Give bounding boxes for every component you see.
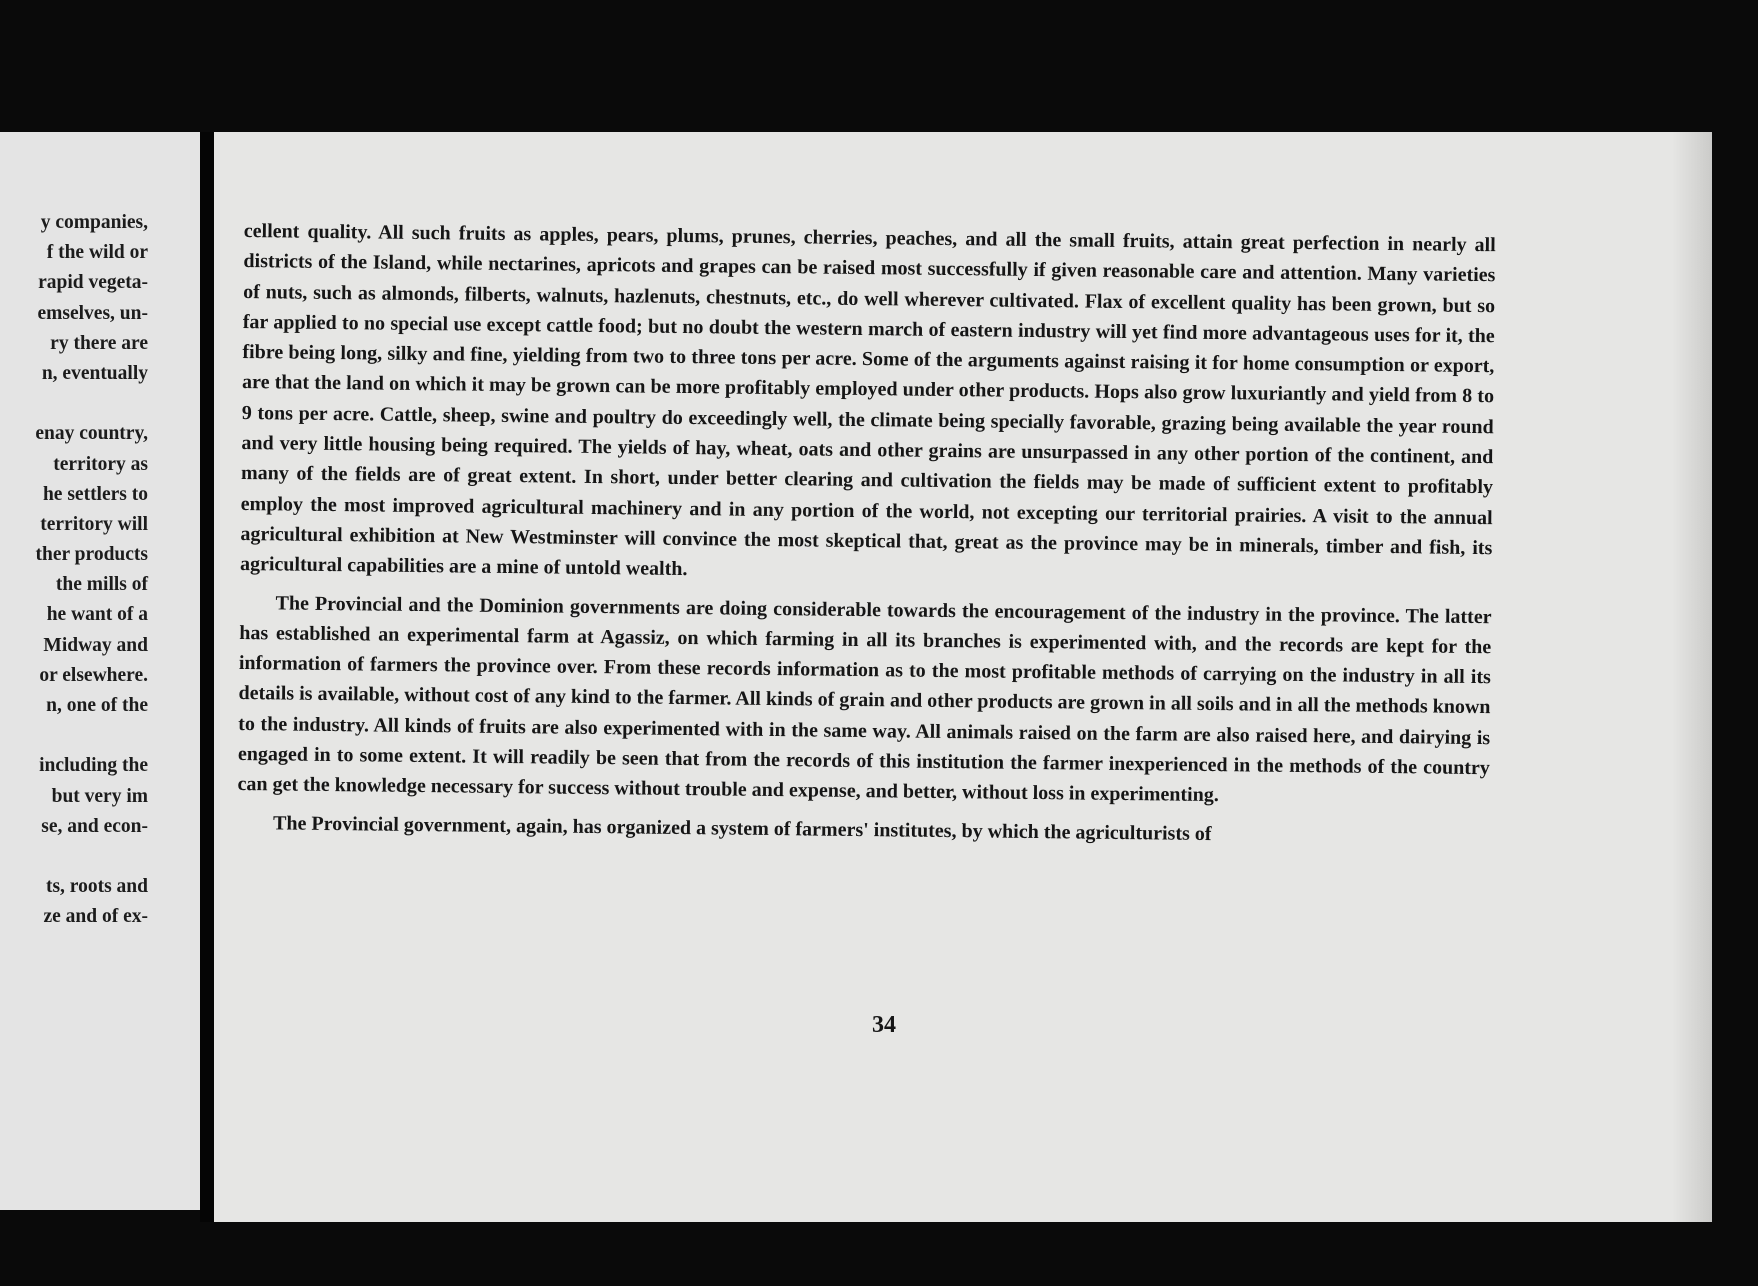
left-page-line: enay country, [35, 423, 148, 445]
left-page-line: ts, roots and [45, 876, 148, 898]
left-page-line: se, and econ- [41, 815, 148, 837]
left-page-text [0, 208, 148, 933]
paragraph-1: cellent quality. All such fruits as apples, pears, plums, prunes, cherries, peaches, and all the small fruits, attain great perfection in nearly all districts of the Island, while nectarines, apricots and grapes can be raised most successfully if given reasonable care and attention. Many varieties of nuts, such as almonds, filberts, walnuts, hazlenuts, chestnuts, etc., do well wherever cultivated. Flax of excellent quality has been grown, but so far applied to no special use except cattle food; but no doubt the western march of eastern industry will yet find more advantageous uses for it, the fibre being long, silky and fine, yielding from two to three tons per acre. Some of the arguments against raising it for home consumption or export, are that the land on which it may be grown can be more profitably employed under other products. Hops also grow luxuriantly and yield from 8 to 9 tons per acre. Cattle, sheep, swine and poultry do exceedingly well, the climate being specially favorable, grazing being available the year round and very little housing being required. The yields of hay, wheat, oats and other grains are unsurpassed in any other portion of the continent, and many of the fields are of great extent. In short, under better clearing and cultivation the fields may be made of sufficient extent to profitably employ the most improved agricultural machinery and in any portion of the world, not excepting our territorial prairies. A visit to the annual agricultural exhibition at New Westminster will convince the most skeptical that, great as the province may be in minerals, timber and fish, its agricultural capabilities are a mine of untold wealth. [239, 219, 1496, 581]
left-page-line: but very im [51, 785, 148, 807]
book-spine [200, 132, 214, 1222]
paragraph-2: The Provincial and the Dominion governments are doing considerable towards the encouragement of the industry in the province. The latter has established an experimental farm at Agassiz, on which farming in all its branches is experimented with, and the records are kept for the information of farmers the province over. From these records information as to the most profitable methods of carrying on the industry in all its details is available, without cost of any kind to the farmer. All kinds of grain and other products are grown in all soils and in all the methods known to the industry. All kinds of fruits are also experimented with in the same way. All animals raised on the farm are also raised here, and dairying is engaged in to some extent. It will readily be seen that from the records of this institution the farmer inexperienced in the methods of the country can get the knowledge necessary for success without trouble and expense, and better, without loss in experimenting. [237, 591, 1492, 807]
left-page-line: or elsewhere. [39, 664, 148, 686]
left-page-line: n, one of the [46, 695, 148, 716]
left-page-line: f the wild or [46, 242, 148, 264]
left-page-line: including the [39, 755, 148, 777]
left-page-line: ther products [35, 544, 148, 566]
page-edge-shadow [1672, 132, 1712, 1222]
left-page-line [0, 389, 148, 419]
page-number: 34 [872, 1012, 896, 1038]
left-page-line: he want of a [46, 604, 148, 626]
left-page-line: y companies, [40, 212, 148, 233]
left-page-line: territory as [53, 453, 148, 475]
left-page-line: territory will [40, 513, 148, 535]
left-page-line: ry there are [50, 332, 148, 354]
right-page [214, 132, 1712, 1222]
left-page-line [0, 842, 148, 872]
left-page-line: the mills of [55, 574, 148, 596]
left-page-line: ze and of ex- [43, 906, 148, 928]
left-page-line: Midway and [43, 634, 148, 656]
left-page [0, 132, 200, 1210]
paragraph-3: The Provincial government, again, has organized a system of farmers' institutes, by which the agriculturists of [272, 812, 1212, 845]
left-page-line [0, 721, 148, 751]
left-page-line: he settlers to [42, 483, 148, 505]
left-page-line: emselves, un- [37, 302, 148, 324]
left-page-line: n, eventually [41, 362, 148, 384]
body-text [237, 216, 1496, 852]
left-page-line: rapid vegeta- [38, 272, 148, 294]
